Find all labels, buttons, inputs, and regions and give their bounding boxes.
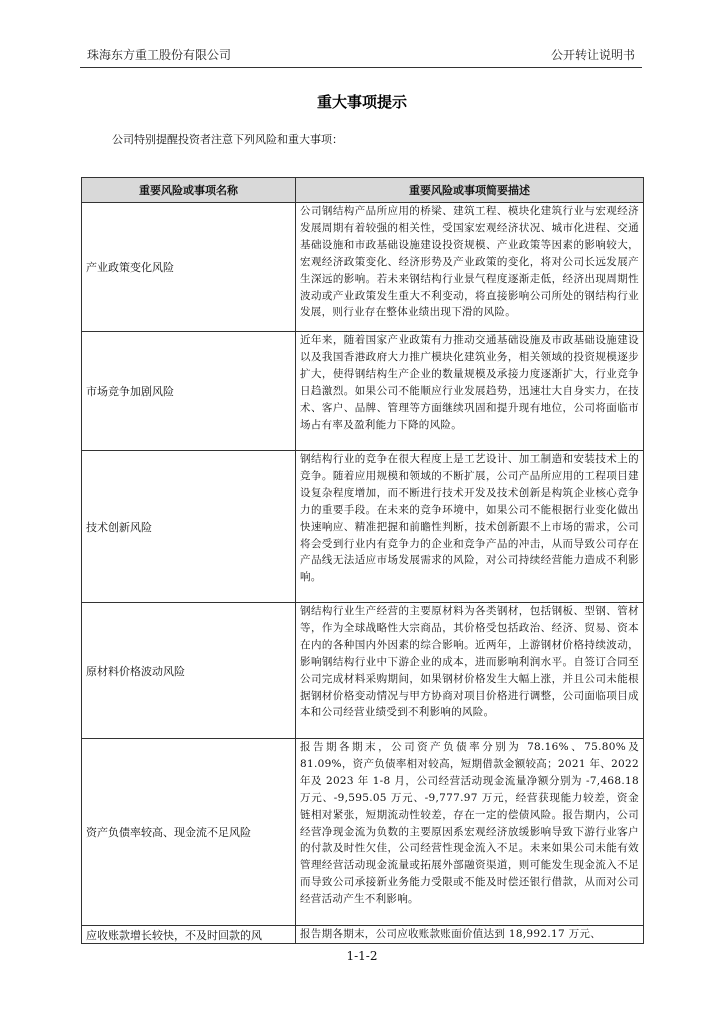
risk-description: 报告期各期末，公司资产负债率分别为 78.16%、75.80%及 81.09%，资产负债率相对较高，短期借款金额较高；2021 年、2022 年及 2023 年 1-8 月，公司经营活动现金流量净额分别为 -7,468.18 万元、-9,595.05 万元、-9,777.97 万元，经营获现能力较差，资金链相对紧张，短期流动性较差，存在一定的偿债风险。报告期内，公司经营净现金流为负数的主要原因系宏观经济放缓影响导致下游行业客户的付款及时性欠佳，公司经营性现金流入不足。未来如果公司未能有效管理经营活动现金流量或拓展外部融资渠道，则可能发生现金流入不足而导致公司承接新业务能力受限或不能及时偿还银行借款，从而对公司经营活动产生不利影响。	[296, 739, 644, 926]
table-row	[82, 203, 644, 332]
header-divider	[80, 67, 642, 68]
table-row	[82, 332, 644, 451]
table-row	[82, 739, 644, 926]
intro-paragraph: 公司特别提醒投资者注意下列风险和重大事项：	[112, 133, 343, 146]
header-doc-type: 公开转让说明书	[550, 48, 635, 62]
header-risk-description: 重要风险或事项简要描述	[296, 178, 644, 203]
table-row	[82, 603, 644, 739]
risk-name: 市场竞争加剧风险	[82, 332, 296, 451]
risk-name: 产业政策变化风险	[82, 203, 296, 332]
risk-description: 钢结构行业生产经营的主要原材料为各类钢材，包括钢板、型钢、管材等，作为全球战略性大宗商品，其价格受包括政治、经济、贸易、资本在内的各种国内外因素的综合影响。近两年，上游钢材价格持续波动，影响钢结构行业中下游企业的成本，进而影响利润水平。自签订合同至公司完成材料采购期间，如果钢材价格发生大幅上涨，并且公司未能根据钢材价格变动情况与甲方协商对项目价格进行调整，公司面临项目成本和公司经营业绩受到不利影响的风险。	[296, 603, 644, 739]
risk-description: 钢结构行业的竞争在很大程度上是工艺设计、加工制造和安装技术上的竞争。随着应用规模和领域的不断扩展，公司产品所应用的工程项目建设复杂程度增加，而不断进行技术开发及技术创新是构筑企业核心竞争力的重要手段。在未来的竞争环境中，如果公司不能根据行业变化做出快速响应、精准把握和前瞻性判断，技术创新跟不上市场的需求，公司将会受到行业内有竞争力的企业和竞争产品的冲击，从而导致公司存在产品线无法适应市场发展需求的风险，对公司持续经营能力造成不利影响。	[296, 451, 644, 603]
risk-name: 原材料价格波动风险	[82, 603, 296, 739]
table-row	[82, 926, 644, 944]
header-company: 珠海东方重工股份有限公司	[87, 48, 232, 62]
table-header-row	[82, 178, 644, 203]
risk-description: 报告期各期末，公司应收账款账面价值达到 18,992.17 万元、	[296, 926, 644, 944]
risk-name: 资产负债率较高、现金流不足风险	[82, 739, 296, 926]
header-risk-name: 重要风险或事项名称	[82, 178, 296, 203]
page-title: 重大事项提示	[316, 93, 407, 111]
risk-name: 应收账款增长较快，不及时回款的风	[82, 926, 296, 944]
risk-name: 技术创新风险	[82, 451, 296, 603]
risk-table	[81, 177, 644, 944]
risk-description: 近年来，随着国家产业政策有力推动交通基础设施及市政基础设施建设以及我国香港政府大力推广模块化建筑业务，相关领域的投资规模逐步扩大，使得钢结构生产企业的数量规模及承接力度逐渐扩大，行业竞争日趋激烈。如果公司不能顺应行业发展趋势，迅速壮大自身实力，在技术、客户、品牌、管理等方面继续巩固和提升现有地位，公司将面临市场占有率及盈利能力下降的风险。	[296, 332, 644, 451]
page-number: 1-1-2	[346, 949, 378, 963]
risk-description: 公司钢结构产品所应用的桥梁、建筑工程、模块化建筑行业与宏观经济发展周期有着较强的相关性，受国家宏观经济状况、城市化进程、交通基础设施和市政基础设施建设投资规模、产业政策等因素的影响较大，宏观经济政策变化、经济形势及产业政策的变化，将对公司长远发展产生深远的影响。若未来钢结构行业景气程度逐渐走低，经济出现周期性波动或产业政策发生重大不利变动，将直接影响公司所处的钢结构行业发展，则行业存在整体业绩出现下滑的风险。	[296, 203, 644, 332]
table-row	[82, 451, 644, 603]
